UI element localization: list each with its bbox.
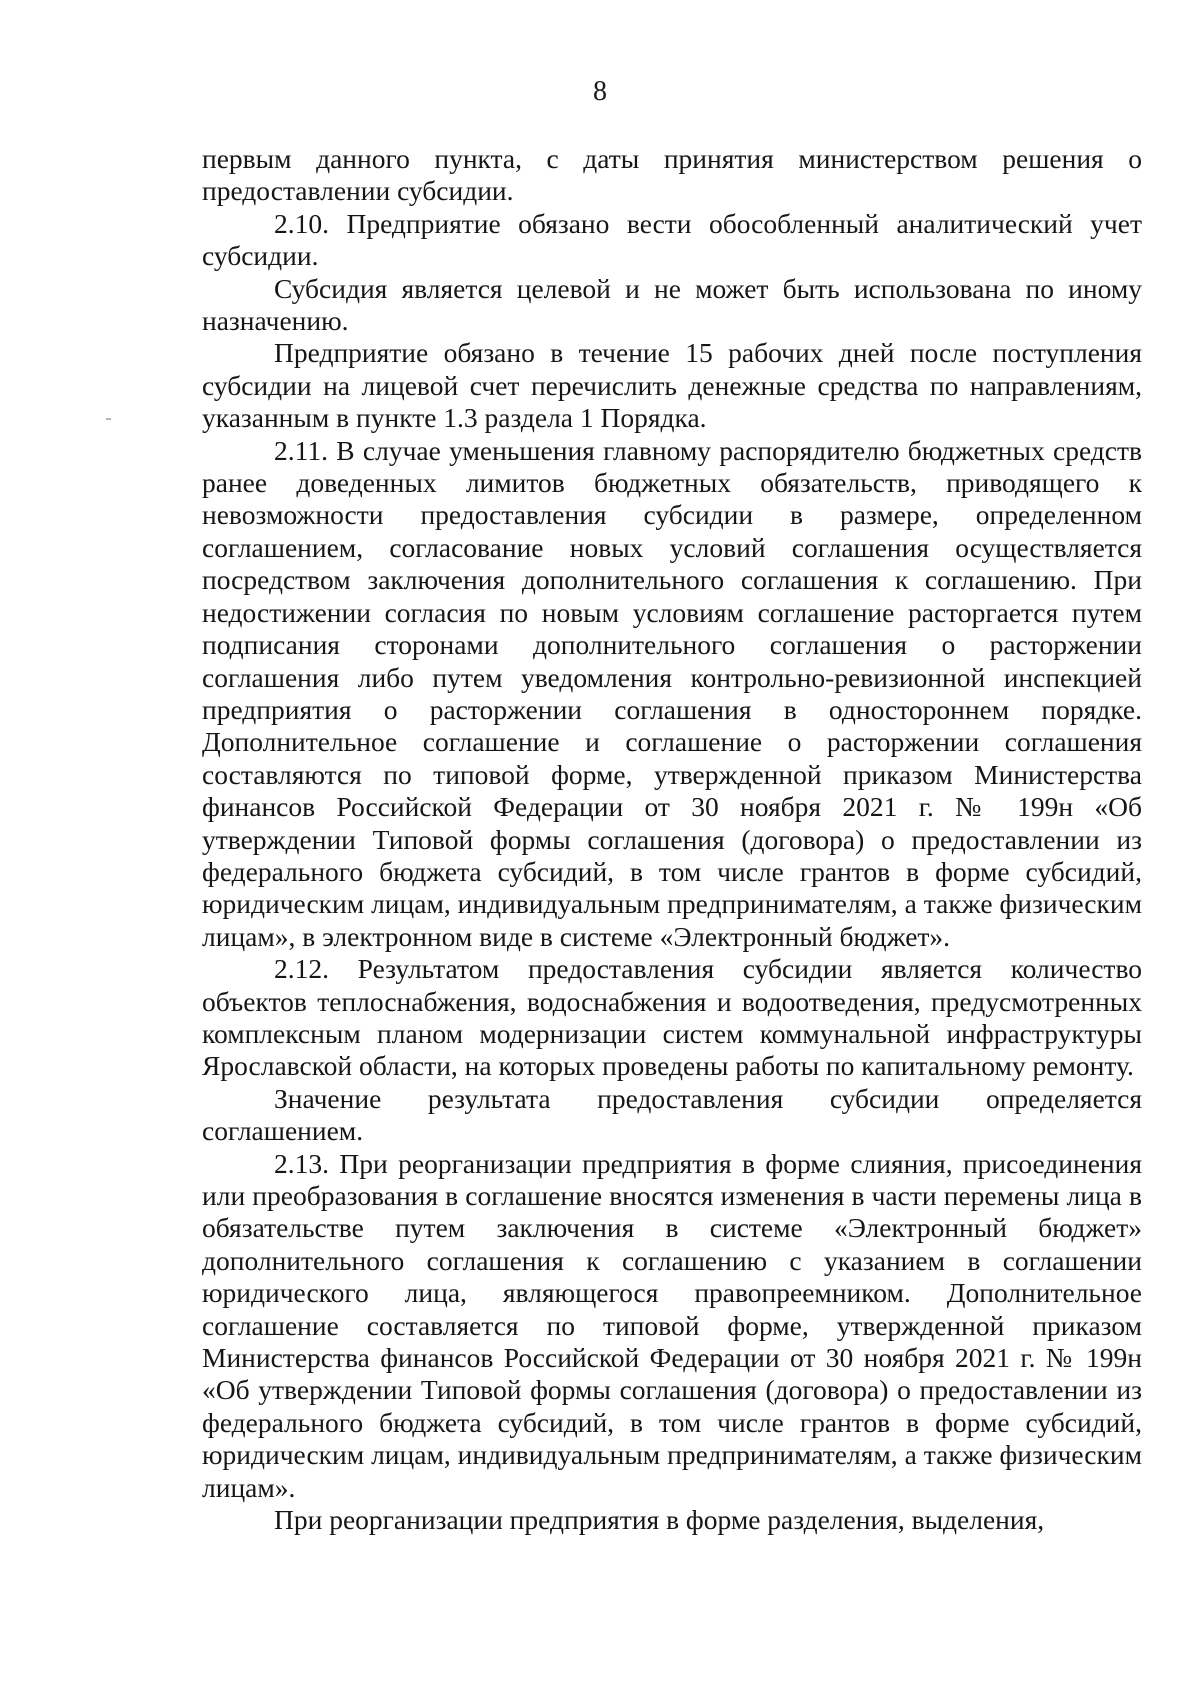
paragraph: 2.11. В случае уменьшения главному распорядителю бюджетных средств ранее доведенных лимитов бюджетных обязательств, приводящего к невозможности предоставления субсидии в размере, определенном соглашением, согласование новых условий соглашения осуществляется посредством заключения дополнительного соглашения к соглашению. При недостижении согласия по новым условиям соглашение расторгается путем подписания сторонами дополнительного соглашения о расторжении соглашения либо путем уведомления контрольно-ревизионной инспекцией предприятия о расторжении соглашения в одностороннем порядке. Дополнительное соглашение и соглашение о расторжении соглашения составляются по типовой форме, утвержденной приказом Министерства финансов Российской Федерации от 30 ноября 2021 г. № 199н «Об утверждении Типовой формы соглашения (договора) о предоставлении из федерального бюджета субсидий, в том числе грантов в форме субсидий, юридическим лицам, индивидуальным предпринимателям, а также физическим лицам», в электронном виде в системе «Электронный бюджет». xyxy=(202,434,1142,952)
paragraph: 2.13. При реорганизации предприятия в форме слияния, присоединения или преобразования в соглашение вносятся изменения в части перемены лица в обязательстве путем заключения в системе «Электронный бюджет» дополнительного соглашения к соглашению с указанием в соглашении юридического лица, являющегося правопреемником. Дополнительное соглашение составляется по типовой форме, утвержденной приказом Министерства финансов Российской Федерации от 30 ноября 2021 г. № 199н «Об утверждении Типовой формы соглашения (договора) о предоставлении из федерального бюджета субсидий, в том числе грантов в форме субсидий, юридическим лицам, индивидуальным предпринимателям, а также физическим лицам». xyxy=(202,1147,1142,1503)
scan-mark xyxy=(106,418,111,420)
document-body xyxy=(202,143,1142,1536)
paragraph: Значение результата предоставления субсидии определяется соглашением. xyxy=(202,1082,1142,1147)
paragraph: 2.10. Предприятие обязано вести обособленный аналитический учет субсидии. xyxy=(202,207,1142,272)
paragraph: Субсидия является целевой и не может быть использована по иному назначению. xyxy=(202,272,1142,337)
paragraph: При реорганизации предприятия в форме разделения, выделения, xyxy=(274,1504,1045,1536)
paragraph: 2.12. Результатом предоставления субсидии является количество объектов теплоснабжения, водоснабжения и водоотведения, предусмотренных комплексным планом модернизации систем коммунальной инфраструктуры Ярославской области, на которых проведены работы по капитальному ремонту. xyxy=(202,953,1142,1082)
page-number: 8 xyxy=(593,76,607,107)
paragraph: Предприятие обязано в течение 15 рабочих дней после поступления субсидии на лицевой счет перечислить денежные средства по направлениям, указанным в пункте 1.3 раздела 1 Порядка. xyxy=(202,337,1142,434)
paragraph: первым данного пункта, с даты принятия министерством решения о предоставлении субсидии. xyxy=(202,143,1142,207)
